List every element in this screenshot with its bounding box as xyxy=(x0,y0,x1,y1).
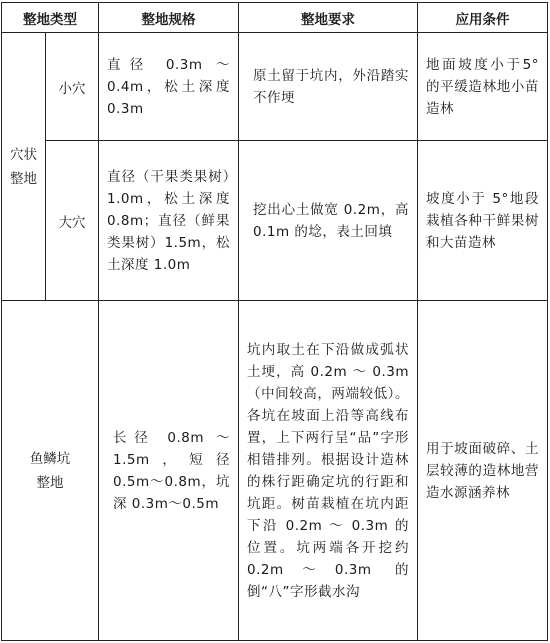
condition-cell: 用于坡面破碎、土层较薄的造林地营造水源涵养林 xyxy=(418,301,548,641)
table-row xyxy=(2,141,548,301)
table-row xyxy=(2,33,548,141)
header-requirement: 整地要求 xyxy=(239,3,418,33)
requirement-cell: 挖出心土做宽 0.2m，高 0.1m 的埝，表土回填 xyxy=(239,141,418,301)
spec-cell: 长径 0.8m ～ 1.5m，短径 0.5m～0.8m，坑深 0.3m～0.5m xyxy=(99,301,239,641)
spec-cell: 直径 0.3m ～ 0.4m，松土深度 0.3m xyxy=(99,33,239,141)
group-label-pit: 穴状整地 xyxy=(10,146,37,187)
requirement-cell: 坑内取土在下沿做成弧状土埂，高 0.2m ～ 0.3m（中间较高，两端较低）。各坑在坡面上沿等高线布置，上下两行呈“品”字形相错排列。根据设计造林的株行距确定坑的行距和坑距。树苗栽植在坑内距下沿 0.2m ～ 0.3m 的位置。坑两端各开挖约 0.2m～0.3m 的倒“八”字形截水沟 xyxy=(239,301,418,641)
header-land-type: 整地类型 xyxy=(2,3,99,33)
condition-cell: 坡度小于 5°地段栽植各种干鲜果树和大苗造林 xyxy=(418,141,548,301)
header-condition: 应用条件 xyxy=(418,3,548,33)
condition-cell: 地面坡度小于5°的平缓造林地小苗造林 xyxy=(418,33,548,141)
group-cell-fishscale xyxy=(2,301,99,641)
subtype-cell: 大穴 xyxy=(46,141,99,301)
spec-cell: 直径（干果类果树）1.0m，松土深度 0.8m；直径（鲜果类果树）1.5m，松土深度 1.0m xyxy=(99,141,239,301)
table-header-row xyxy=(2,3,548,33)
table-row xyxy=(2,301,548,641)
subtype-cell: 小穴 xyxy=(46,33,99,141)
requirement-cell: 原土留于坑内，外沿踏实不作埂 xyxy=(239,33,418,141)
land-preparation-table xyxy=(1,2,548,641)
group-label-fishscale: 鱼鳞坑整地 xyxy=(29,450,71,491)
header-spec: 整地规格 xyxy=(99,3,239,33)
group-cell-pit xyxy=(2,33,46,301)
